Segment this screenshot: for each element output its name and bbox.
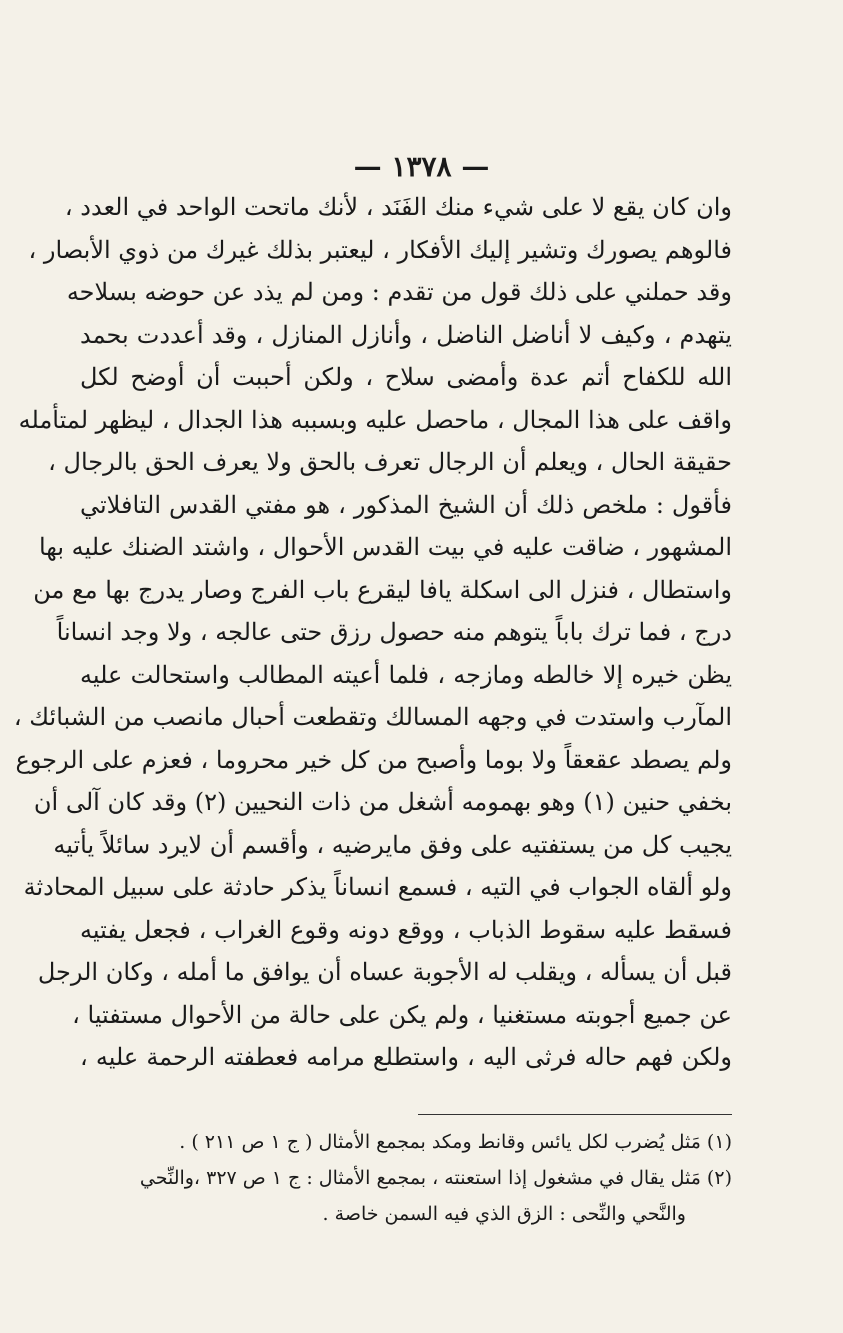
text-line: ولو ألقاه الجواب في التيه ، فسمع انساناً يذكر حادثة على سبيل المحادثة	[23, 873, 732, 901]
text-line: المشهور ، ضاقت عليه في بيت القدس الأحوال ، واشتد الضنك عليه بها	[38, 533, 732, 561]
text-line: واستطال ، فنزل الى اسكلة يافا ليقرع باب الفرج وصار يدرج بها مع من	[33, 575, 732, 604]
text-line: عن جميع أجوبته مستغنيا ، ولم يكن على حالة من الأحوال مستفتيا ،	[72, 1000, 732, 1029]
text-line: بخفي حنين (١) وهو بهمومه أشغل من ذات النحيين (٢) وقد كان آلى أن	[33, 788, 732, 816]
text-line: ولكن فهم حاله فرثى اليه ، واستطلع مرامه فعطفته الرحمة عليه ،	[80, 1043, 732, 1071]
footnote-1: (١) مَثل يُضرب لكل يائس وقانط ومكد بمجمع الأمثال ( ج ١ ص ٢١١ ) .	[179, 1131, 732, 1153]
text-line: وان كان يقع لا على شيء منك الفَنَد ، لأنك ماتحت الواحد في العدد ،	[64, 193, 732, 221]
text-line: يظن خيره إلا خالطه ومازجه ، فلما أعيته المطالب واستحالت عليه	[80, 660, 732, 689]
text-line: فأقول : ملخص ذلك أن الشيخ المذكور ، هو مفتي القدس التافلاتي	[80, 490, 732, 519]
text-line: واقف على هذا المجال ، ماحصل عليه وبسببه هذا الجدال ، ليظهر لمتأمله	[18, 405, 732, 434]
text-line: يتهدم ، وكيف لا أناضل الناضل ، وأنازل المنازل ، وقد أعددت بحمد	[80, 320, 732, 349]
footnotes	[80, 1124, 732, 1232]
text-line: درج ، فما ترك باباً يتوهم منه حصول رزق حتى عالجه ، ولا وجد انساناً	[56, 618, 732, 646]
text-line: وقد حملني على ذلك قول من تقدم : ومن لم يذد عن حوضه بسلاحه	[66, 278, 732, 306]
footnote-2: (٢) مَثل يقال في مشغول إذا استعنته ، بمجمع الأمثال : ج ١ ص ٣٢٧ ،والنِّحي	[139, 1167, 732, 1189]
body-text	[13, 186, 732, 1079]
footnote-2-continuation: والنَّحي والنِّحى : الزق الذي فيه السمن خاصة .	[322, 1203, 686, 1225]
text-line: ولم يصطد عقعقاً ولا بوما وأصبح من كل خير محروما ، فعزم على الرجوع	[15, 745, 732, 774]
footnote-divider	[418, 1114, 732, 1115]
text-line: المآرب واستدت في وجهه المسالك وتقطعت أحبال مانصب من الشبائك ،	[13, 703, 732, 731]
text-line: فالوهم يصورك وتشير إليك الأفكار ، ليعتبر بذلك غيرك من ذوي الأبصار ،	[28, 235, 732, 264]
text-line: فسقط عليه سقوط الذباب ، ووقع دونه وقوع الغراب ، فجعل يفتيه	[80, 915, 732, 944]
text-line: حقيقة الحال ، ويعلم أن الرجال تعرف بالحق ولا يعرف الحق بالرجال ،	[48, 448, 732, 476]
text-line: يجيب كل من يستفتيه على وفق مايرضيه ، وأقسم أن لايرد سائلاً يأتيه	[53, 830, 732, 859]
text-line: قبل أن يسأله ، ويقلب له الأجوبة عساه أن يوافق ما أمله ، وكان الرجل	[37, 958, 732, 986]
text-line: الله للكفاح أتم عدة وأمضى سلاح ، ولكن أحببت أن أوضح لكل	[80, 363, 732, 391]
page-number: — ١٣٧٨ —	[353, 150, 490, 183]
